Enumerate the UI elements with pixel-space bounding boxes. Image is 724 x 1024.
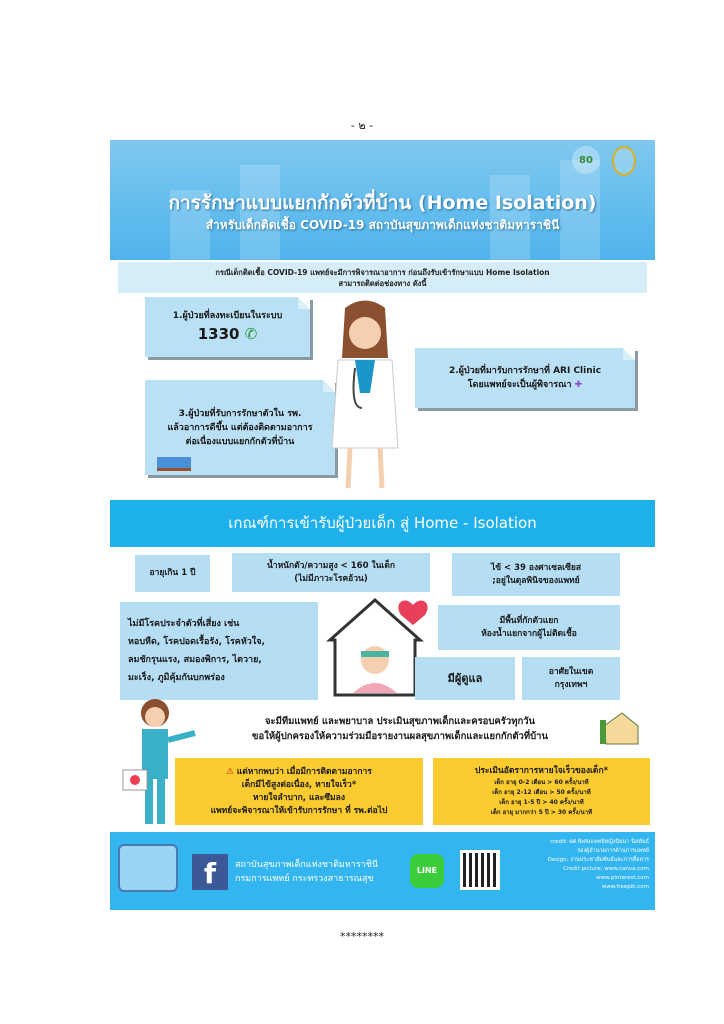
medical-check-icon: ✚ — [574, 380, 583, 390]
breathing-rate-box: ประเมินอัตราการหายใจเร็วของเด็ก* เด็ก อายุ 0-2 เดือน > 60 ครั้ง/นาที เด็ก อายุ 2-12 เดือน > 50 ครั้ง/นาที เด็ก อายุ 1-5 ปี > 40 ครั้ง/นาที เด็ก อายุ มากกว่า 5 ปี > 30 ครั้ง/นาที — [433, 758, 650, 825]
page-number: - ๒ - — [350, 119, 374, 132]
channel-text: 2.ผู้ป่วยที่มารับการรักษาที่ ARI Clinic — [448, 366, 602, 376]
criteria-caregiver: มีผู้ดูแล — [415, 657, 515, 700]
criteria-age: อายุเกิน 1 ปี — [135, 555, 210, 592]
intro-line: สามารถติดต่อช่องทาง ดังนี้ — [338, 279, 427, 288]
phone-icon: ✆ — [244, 325, 258, 343]
infographic — [110, 140, 655, 910]
qr-code[interactable] — [460, 850, 500, 890]
channel-hospital — [145, 380, 335, 475]
channel-text: 3.ผู้ป่วยที่รับการรักษาตัวใน รพ. — [178, 408, 302, 419]
hotline-number: 1330 ✆ — [197, 325, 258, 343]
anniversary-logo: 80 — [572, 146, 600, 174]
channel-text: โดยแพทย์จะเป็นผู้พิจารณา ✚ — [467, 380, 583, 390]
monitoring-note: จะมีทีมแพทย์ และพยาบาล ประเมินสุขภาพเด็กและครอบครัวทุกวัน ขอให้ผู้ปกครองให้ความร่วมมือรายงานผลสุขภาพเด็กและแยกกักตัวที่บ้าน — [252, 716, 548, 742]
institute-logo — [118, 844, 178, 892]
home-icon — [600, 710, 640, 745]
channel-text: ต่อเนื่องแบบแยกกักตัวที่บ้าน — [185, 436, 295, 447]
criteria-title: เกณฑ์การเข้ารับผู้ป่วยเด็ก สู่ Home - Isolation — [110, 500, 655, 547]
criteria-diseases: ไม่มีโรคประจำตัวที่เสี่ยง เช่น หอบหืด, โรคปอดเรื้อรัง, โรคหัวใจ, ลมชักรุนแรง, สมองพิการ, ไตวาย, มะเร็ง, ภูมิคุ้มกันบกพร่อง — [120, 602, 318, 700]
doctor-illustration — [310, 298, 420, 493]
page-subtitle: สำหรับเด็กติดเชื้อ COVID-19 สถาบันสุขภาพเด็กแห่งชาติมหาราชินี — [205, 218, 560, 232]
channel-ari-clinic — [415, 348, 635, 408]
organization-name: สถาบันสุขภาพเด็กแห่งชาติมหาราชินี กรมการแพทย์ กระทรวงสาธารณสุข — [235, 860, 378, 884]
footer-bar — [110, 832, 655, 910]
intro-line: กรณีเด็กติดเชื้อ COVID-19 แพทย์จะมีการพิจารณาอาการ ก่อนถึงรับเข้ารักษาแบบ Home Isolation — [215, 268, 550, 277]
ministry-seal-logo — [612, 146, 636, 176]
line-icon[interactable]: LINE — [410, 854, 444, 888]
criteria-space: มีพื้นที่กักตัวแยก ห้องน้ำแยกจากผู้ไม่ติดเชื้อ — [438, 605, 620, 650]
credits: credit: ผศ.พิเศษแพทย์หญิงนิยนา นิลพันธ์ รองผู้อำนวยการด้านการแพทย์ Design: งานประชาสัมพันธ์และการสื่อสาร Credit picture: www.canva.com www.pinterest.com www.freepik.com — [547, 839, 649, 890]
channel-1330 — [145, 297, 310, 357]
criteria-weight: น้ำหนักตัว/ความสูง < 160 ในเด็ก (ไม่มีภาวะโรคอ้วน) — [232, 553, 430, 592]
heart-icon — [398, 600, 427, 625]
channel-text: 1.ผู้ป่วยที่ลงทะเบียนในระบบ — [172, 311, 283, 321]
header-banner — [110, 140, 655, 260]
bed-icon — [157, 457, 191, 471]
end-marker: ******** — [340, 930, 384, 943]
channel-text: แล้วอาการดีขึ้น แต่ต้องติดตามอาการ — [167, 422, 313, 433]
criteria-fever: ไข้ < 39 องศาเซลเซียส ;อยู่ในดุลพินิจของแพทย์ — [452, 553, 620, 596]
warning-icon: ⚠ — [226, 766, 234, 777]
criteria-residence: อาศัยในเขต กรุงเทพฯ — [522, 657, 620, 700]
warning-box: ⚠ แต่หากพบว่า เมื่อมีการติดตามอาการ เด็กมีไข้สูงต่อเนื่อง, หายใจเร็ว* หายใจลำบาก, และซึมลง แพทย์จะพิจารณาให้เข้ารับการรักษา ที่ รพ.ต่อไป — [175, 758, 423, 825]
intro-strip — [118, 262, 647, 293]
facebook-icon[interactable]: f — [192, 854, 228, 890]
page-title: การรักษาแบบแยกกักตัวที่บ้าน (Home Isolation) — [168, 192, 597, 214]
